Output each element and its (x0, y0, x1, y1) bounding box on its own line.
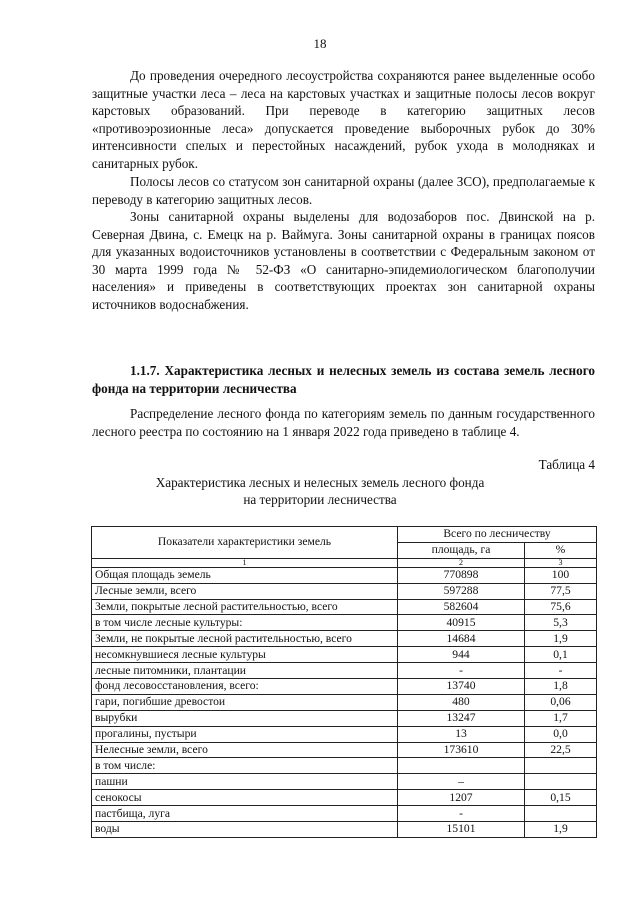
row-label: несомкнувшиеся лесные культуры (92, 647, 398, 663)
table-row (92, 726, 597, 742)
header-area: площадь, га (398, 542, 525, 558)
table-row (92, 631, 597, 647)
section-heading: 1.1.7. Характеристика лесных и нелесных земель из состава земель лесного фонда на территории лесничества (92, 363, 595, 396)
table-caption-line-1: Характеристика лесных и нелесных земель лесного фонда (155, 475, 485, 490)
area-value: – (398, 774, 525, 790)
table-number: Таблица 4 (538, 457, 595, 472)
header-indicator: Показатели характеристики земель (92, 527, 398, 559)
paragraph-zso-strips: Полосы лесов со статусом зон санитарной охраны (далее ЗСО), предполагаемые к переводу в категорию защитных лесов. (92, 174, 595, 207)
percent-value: 1,7 (525, 710, 597, 726)
percent-value (525, 774, 597, 790)
table-caption-line-2: на территории лесничества (243, 492, 397, 507)
table-row (92, 663, 597, 679)
table-row (92, 599, 597, 615)
row-label: лесные питомники, плантации (92, 663, 398, 679)
row-label: вырубки (92, 710, 398, 726)
row-label: Общая площадь земель (92, 567, 398, 583)
row-label: прогалины, пустыри (92, 726, 398, 742)
area-value: 13740 (398, 679, 525, 695)
percent-value: 1,9 (525, 822, 597, 838)
area-value: 13 (398, 726, 525, 742)
percent-value: 77,5 (525, 583, 597, 599)
area-value: 770898 (398, 567, 525, 583)
row-label: Земли, не покрытые лесной растительностью, всего (92, 631, 398, 647)
header-percent: % (525, 542, 597, 558)
row-label: пастбища, луга (92, 806, 398, 822)
page-number: 18 (313, 36, 327, 51)
row-label: Лесные земли, всего (92, 583, 398, 599)
area-value: 597288 (398, 583, 525, 599)
percent-value: 1,8 (525, 679, 597, 695)
table-row (92, 822, 597, 838)
paragraph-distribution-intro: Распределение лесного фонда по категориям земель по данным государственного лесного реестра по состоянию на 1 января 2022 года приведено в таблице 4. (92, 406, 595, 439)
table-row (92, 679, 597, 695)
table-row (92, 806, 597, 822)
percent-value (525, 758, 597, 774)
row-label: в том числе лесные культуры: (92, 615, 398, 631)
row-label: сенокосы (92, 790, 398, 806)
area-value: 1207 (398, 790, 525, 806)
row-label: гари, погибшие древостои (92, 694, 398, 710)
paragraph-protective-forests: До проведения очередного лесоустройства сохраняются ранее выделенные особо защитные участки леса – леса на карстовых участках и защитные полосы лесов вокруг карстовых образований. При переводе в категорию защитных лесов «противоэрозионные леса» допускается проведение выборочных рубок до 30% интенсивности спелых и перестойных насаждений, рубок ухода в молодняках и санитарных рубок. (92, 68, 595, 171)
table-row (92, 615, 597, 631)
table-row (92, 647, 597, 663)
percent-value: 100 (525, 567, 597, 583)
table-caption (0, 474, 640, 508)
table-row (92, 742, 597, 758)
percent-value: 0,15 (525, 790, 597, 806)
table-row (92, 758, 597, 774)
area-value: - (398, 663, 525, 679)
row-label: пашни (92, 774, 398, 790)
area-value: - (398, 806, 525, 822)
area-value: 173610 (398, 742, 525, 758)
area-value: 582604 (398, 599, 525, 615)
percent-value: 0,0 (525, 726, 597, 742)
area-value: 15101 (398, 822, 525, 838)
area-value: 40915 (398, 615, 525, 631)
table-row (92, 694, 597, 710)
table-row (92, 567, 597, 583)
table-row (92, 774, 597, 790)
index-cell: 3 (525, 558, 597, 567)
row-label: Земли, покрытые лесной растительностью, всего (92, 599, 398, 615)
percent-value: 75,6 (525, 599, 597, 615)
row-label: Нелесные земли, всего (92, 742, 398, 758)
area-value: 14684 (398, 631, 525, 647)
header-total: Всего по лесничеству (398, 527, 597, 543)
table-row (92, 710, 597, 726)
row-label: фонд лесовосстановления, всего: (92, 679, 398, 695)
land-characteristics-table (91, 526, 597, 838)
percent-value: 0,06 (525, 694, 597, 710)
percent-value: 0,1 (525, 647, 597, 663)
area-value: 480 (398, 694, 525, 710)
percent-value: 22,5 (525, 742, 597, 758)
table-row (92, 790, 597, 806)
table-row (92, 583, 597, 599)
area-value (398, 758, 525, 774)
percent-value: 5,3 (525, 615, 597, 631)
paragraph-sanitary-zones: Зоны санитарной охраны выделены для водозаборов пос. Двинской на р. Северная Двина, с. Емецк на р. Ваймуга. Зоны санитарной охраны в границах поясов для указанных водоисточников установлены в соответствии с Федеральным законом от 30 марта 1999 года № 52-ФЗ «О санитарно-эпидемиологическом благополучии населения» и приведены в соответствующих проектах зон санитарной охраны источников водоснабжения. (92, 209, 595, 312)
percent-value (525, 806, 597, 822)
index-cell: 1 (92, 558, 398, 567)
area-value: 13247 (398, 710, 525, 726)
percent-value: 1,9 (525, 631, 597, 647)
row-label: воды (92, 822, 398, 838)
area-value: 944 (398, 647, 525, 663)
percent-value: - (525, 663, 597, 679)
row-label: в том числе: (92, 758, 398, 774)
index-cell: 2 (398, 558, 525, 567)
table-body (92, 567, 597, 837)
